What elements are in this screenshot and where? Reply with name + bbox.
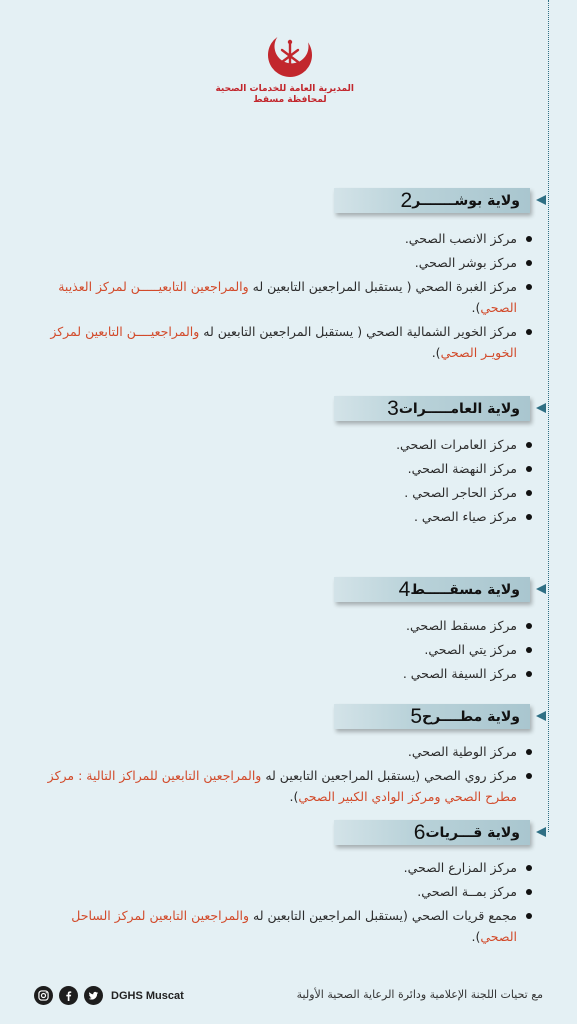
list-item: مركز النهضة الصحي. bbox=[45, 458, 535, 479]
list-item: مركز مسقط الصحي. bbox=[45, 615, 535, 636]
section-number: 3 bbox=[387, 396, 399, 420]
list-item: مركز الانصب الصحي. bbox=[45, 228, 535, 249]
section-list bbox=[39, 741, 535, 810]
arrow-icon bbox=[536, 711, 546, 721]
facebook-icon[interactable] bbox=[59, 986, 78, 1005]
list-item: مركز العامرات الصحي. bbox=[45, 434, 535, 455]
section-number: 6 bbox=[413, 820, 426, 844]
arrow-icon bbox=[536, 584, 546, 594]
section-number: 5 bbox=[410, 704, 422, 728]
list-item: مجمع قريات الصحي (يستقبل المراجعين التابعين له والمراجعين التابعين لمركز الساحل الصحي). bbox=[35, 905, 535, 947]
arrow-icon bbox=[536, 403, 546, 413]
section-header bbox=[334, 704, 530, 729]
list-item: مركز بوشر الصحي. bbox=[45, 252, 535, 273]
section-number: 4 bbox=[398, 577, 411, 601]
list-item: مركز الوطية الصحي. bbox=[39, 741, 535, 762]
social-links bbox=[34, 986, 184, 1005]
arrow-icon bbox=[536, 195, 546, 205]
list-item: مركز صياء الصحي . bbox=[45, 506, 535, 527]
section-title: ولاية مسقـــــط bbox=[410, 581, 520, 598]
section-list bbox=[35, 857, 535, 950]
section-list bbox=[45, 615, 535, 687]
list-item: مركز الغبرة الصحي ( يستقبل المراجعين التابعين له والمراجعين التابعيـــــن لمركز العذيبة الصحي). bbox=[45, 276, 535, 318]
section-number: 2 bbox=[400, 188, 413, 212]
list-item: مركز السيفة الصحي . bbox=[45, 663, 535, 684]
dotted-guide-line bbox=[548, 0, 549, 832]
logo-title: المديرية العامة للخدمات الصحية bbox=[215, 84, 354, 94]
section-header bbox=[334, 396, 530, 421]
section-list bbox=[45, 228, 535, 366]
section-list bbox=[45, 434, 535, 530]
list-item: مركز روي الصحي (يستقبل المراجعين التابعين له والمراجعين التابعين للمراكز التالية : مركز مطرح الصحي ومركز الوادي الكبير الصحي). bbox=[39, 765, 535, 807]
section-title: ولاية العامـــــرات bbox=[398, 400, 520, 417]
ministry-logo bbox=[215, 30, 354, 106]
social-handle[interactable]: DGHS Muscat bbox=[111, 989, 184, 1002]
list-item: مركز يتي الصحي. bbox=[45, 639, 535, 660]
instagram-icon[interactable] bbox=[34, 986, 53, 1005]
section-header bbox=[334, 577, 530, 602]
section-header bbox=[334, 188, 530, 213]
section-title: ولاية بوشـــــــر bbox=[412, 192, 520, 209]
logo-subtitle: لمحافظة مسقط bbox=[253, 95, 327, 105]
crescent-emblem-icon bbox=[265, 30, 315, 80]
footer-credit: مع تحيات اللجنة الإعلامية ودائرة الرعاية الصحية الأولية bbox=[296, 988, 543, 1001]
list-item: مركز بمــة الصحي. bbox=[35, 881, 535, 902]
list-item: مركز الخوير الشمالية الصحي ( يستقبل المراجعين التابعين له والمراجعيــــن التابعين لمركز الخويـر الصحي). bbox=[45, 321, 535, 363]
section-title: ولاية مطــــرح bbox=[422, 708, 520, 725]
arrow-icon bbox=[536, 827, 546, 837]
section-header bbox=[334, 820, 530, 845]
list-item: مركز الحاجر الصحي . bbox=[45, 482, 535, 503]
twitter-icon[interactable] bbox=[84, 986, 103, 1005]
section-title: ولاية قـــريات bbox=[425, 824, 520, 841]
list-item: مركز المزارع الصحي. bbox=[35, 857, 535, 878]
